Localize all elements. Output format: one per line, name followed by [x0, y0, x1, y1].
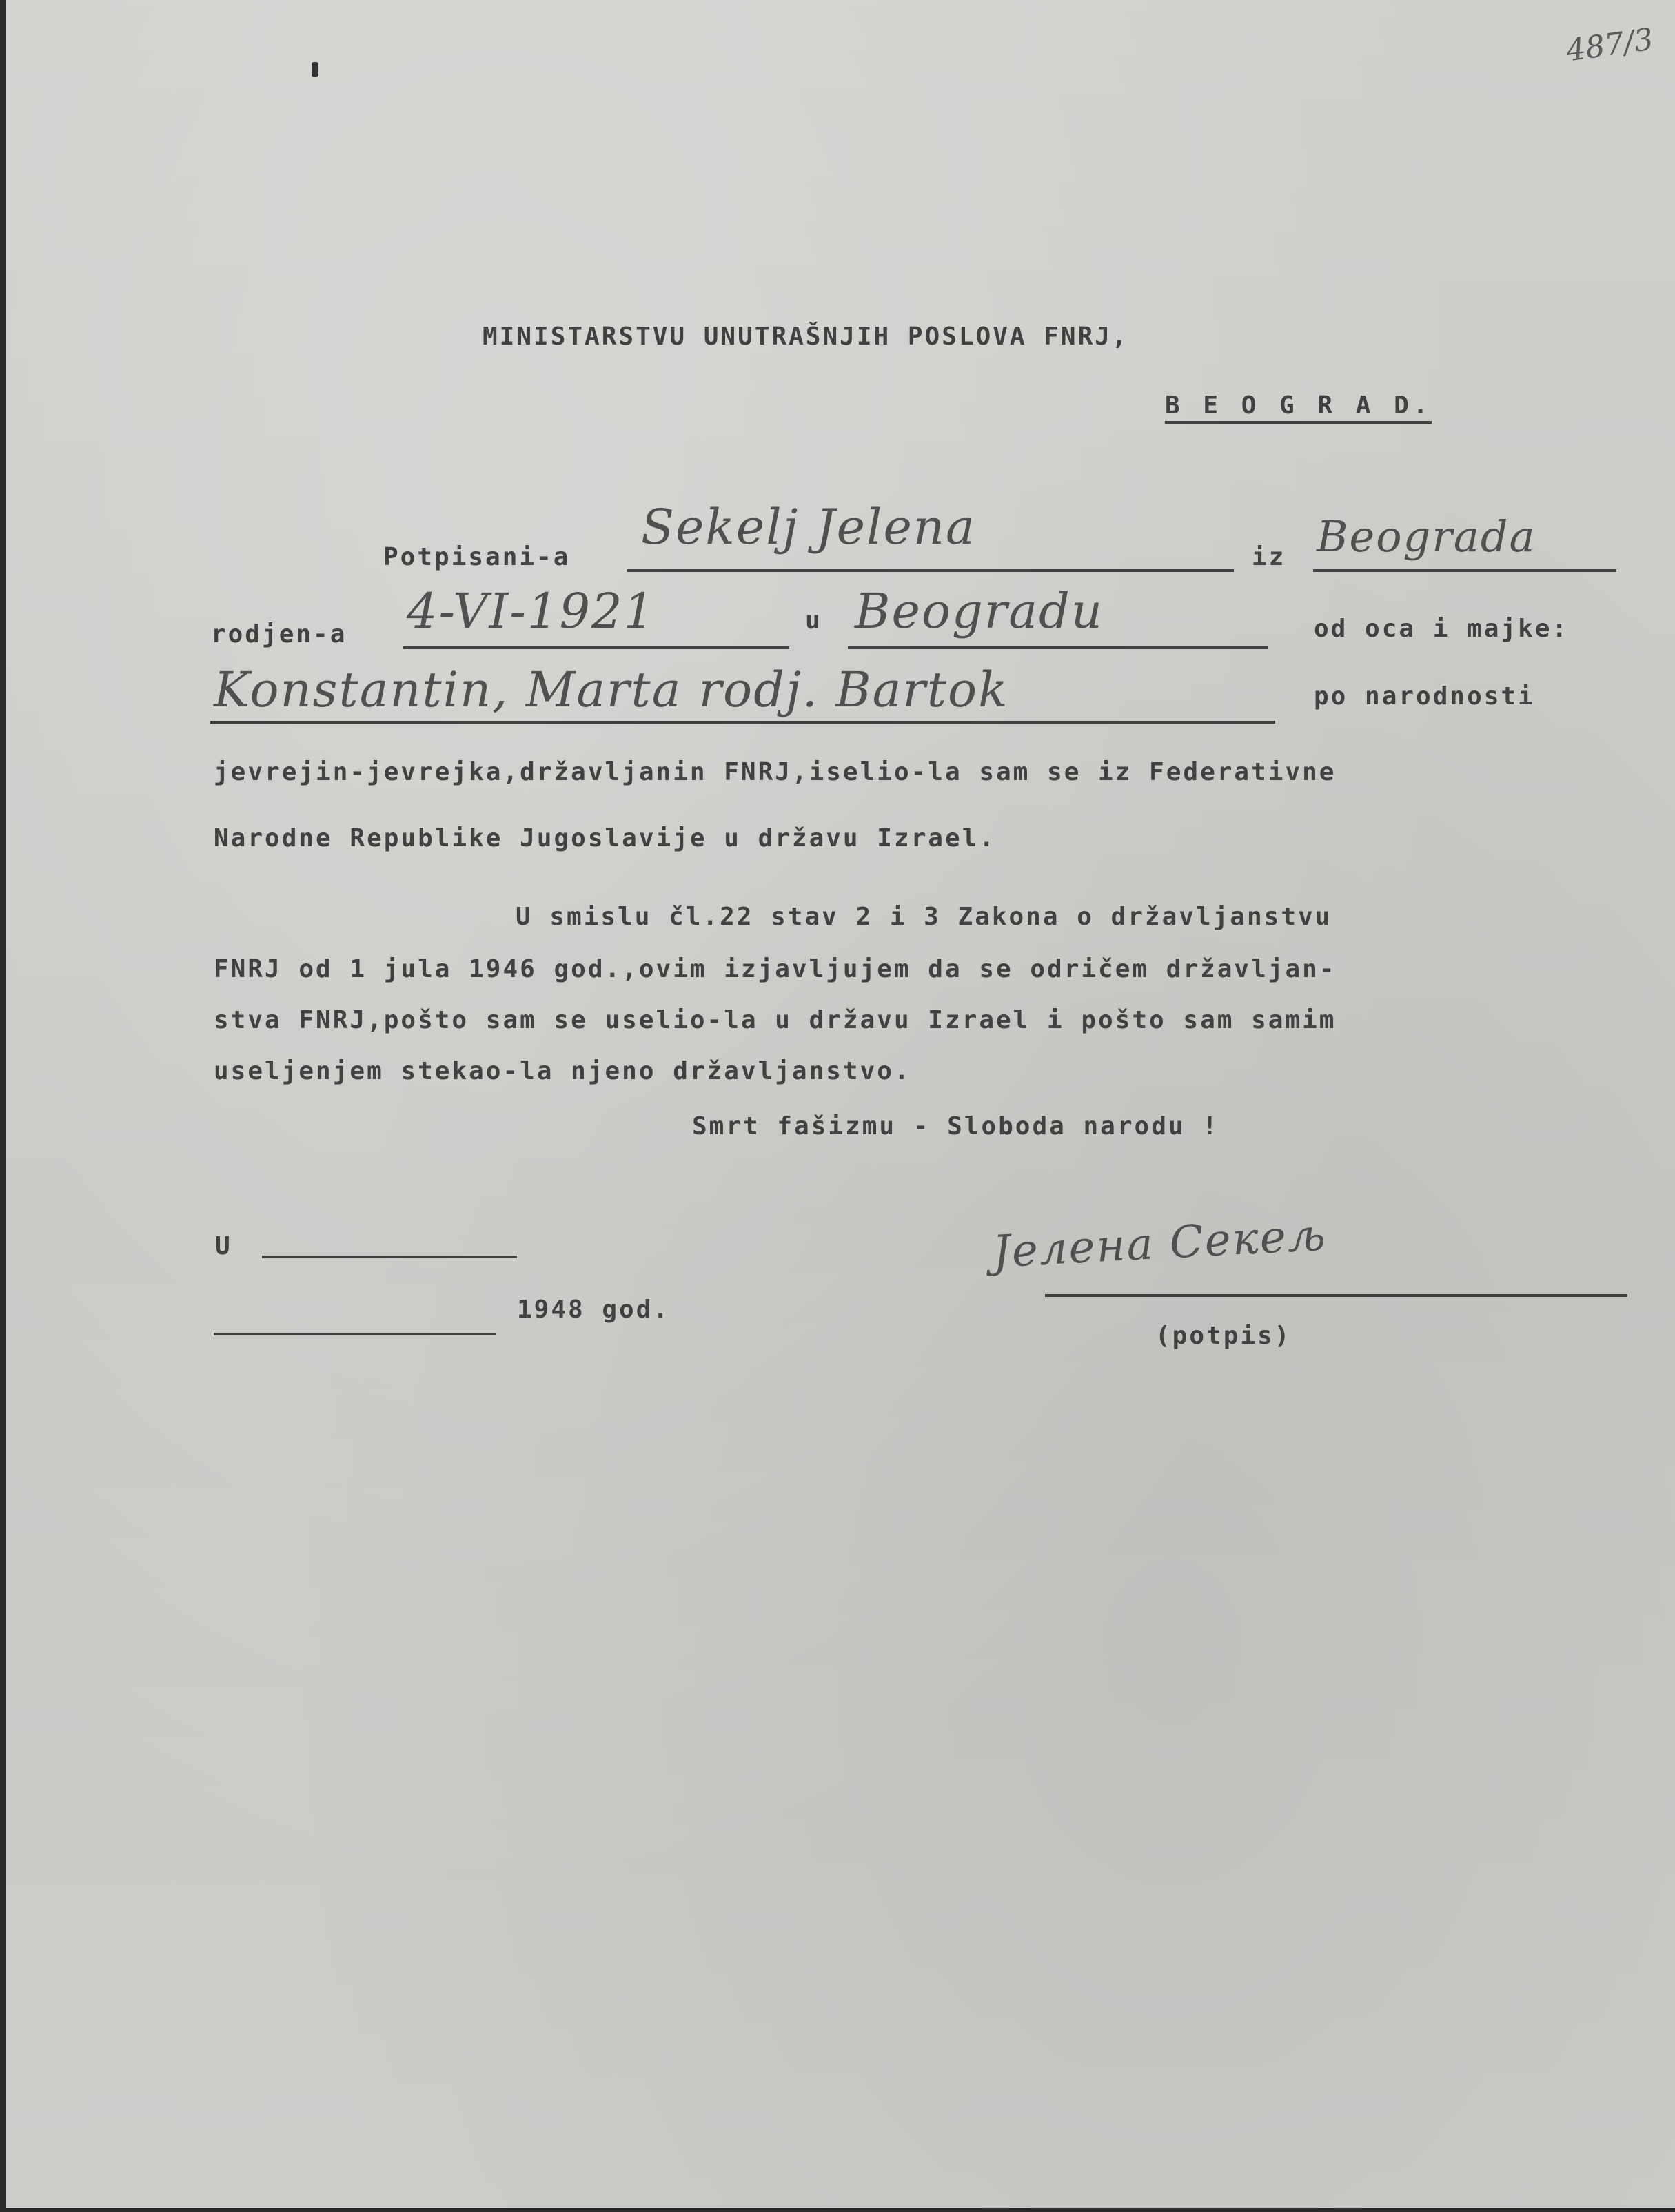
- year-label: 1948 god.: [517, 1296, 671, 1324]
- handwritten-birth-place: Beogradu: [855, 583, 1104, 639]
- signature-line: [1045, 1294, 1627, 1297]
- handwritten-birth-date: 4-VI-1921: [407, 583, 656, 639]
- parents-label: od oca i majke:: [1314, 615, 1570, 643]
- body-line-2: Narodne Republike Jugoslavije u državu Izrael.: [214, 824, 996, 852]
- body-line-5: stva FNRJ,pošto sam se uselio-la u državu Izrael i pošto sam samim: [214, 1006, 1337, 1034]
- handwritten-signature: Jелена Секељ: [991, 1209, 1328, 1278]
- slogan: Smrt fašizmu - Sloboda narodu !: [692, 1112, 1219, 1140]
- handwritten-name: Sekelj Jelena: [641, 499, 976, 555]
- birth-date-underline: [403, 646, 789, 649]
- potpisani-label: Potpisani-a: [383, 543, 571, 571]
- addressee-ministry: MINISTARSTVU UNUTRAŠNJIH POSLOVA FNRJ,: [483, 322, 1129, 351]
- from-city-underline: [1313, 569, 1616, 572]
- body-line-4: FNRJ od 1 jula 1946 god.,ovim izjavljujem da se odričem državljan-: [214, 955, 1337, 983]
- nationality-label: po narodnosti: [1314, 682, 1535, 710]
- date-blank-line: [214, 1333, 496, 1335]
- u-label: u: [805, 606, 822, 635]
- place-u-label: U: [215, 1232, 232, 1260]
- iz-label: iz: [1252, 543, 1286, 571]
- rodjen-label: rodjen-a: [211, 620, 347, 648]
- addressee-city: B E O G R A D.: [1165, 391, 1432, 424]
- body-line-1: jevrejin-jevrejka,državljanin FNRJ,iselio-la sam se iz Federativne: [214, 758, 1337, 786]
- place-blank-line: [262, 1256, 517, 1258]
- body-line-3: U smislu čl.22 stav 2 i 3 Zakona o državljanstvu: [516, 903, 1332, 931]
- archive-number: 487/3: [1564, 21, 1656, 69]
- handwritten-parents: Konstantin, Marta rodj. Bartok: [214, 662, 1009, 718]
- signature-label: (potpis): [1155, 1322, 1292, 1350]
- name-underline: [627, 569, 1234, 572]
- handwritten-from-city: Beograda: [1317, 511, 1536, 562]
- body-line-6: useljenjem stekao-la njeno državljanstvo.: [214, 1057, 911, 1085]
- birth-place-underline: [848, 646, 1268, 649]
- scan-edge-bottom: [0, 2208, 1675, 2212]
- scan-edge-left: [0, 0, 6, 2212]
- ink-mark: [312, 62, 318, 77]
- parents-underline: [210, 721, 1275, 724]
